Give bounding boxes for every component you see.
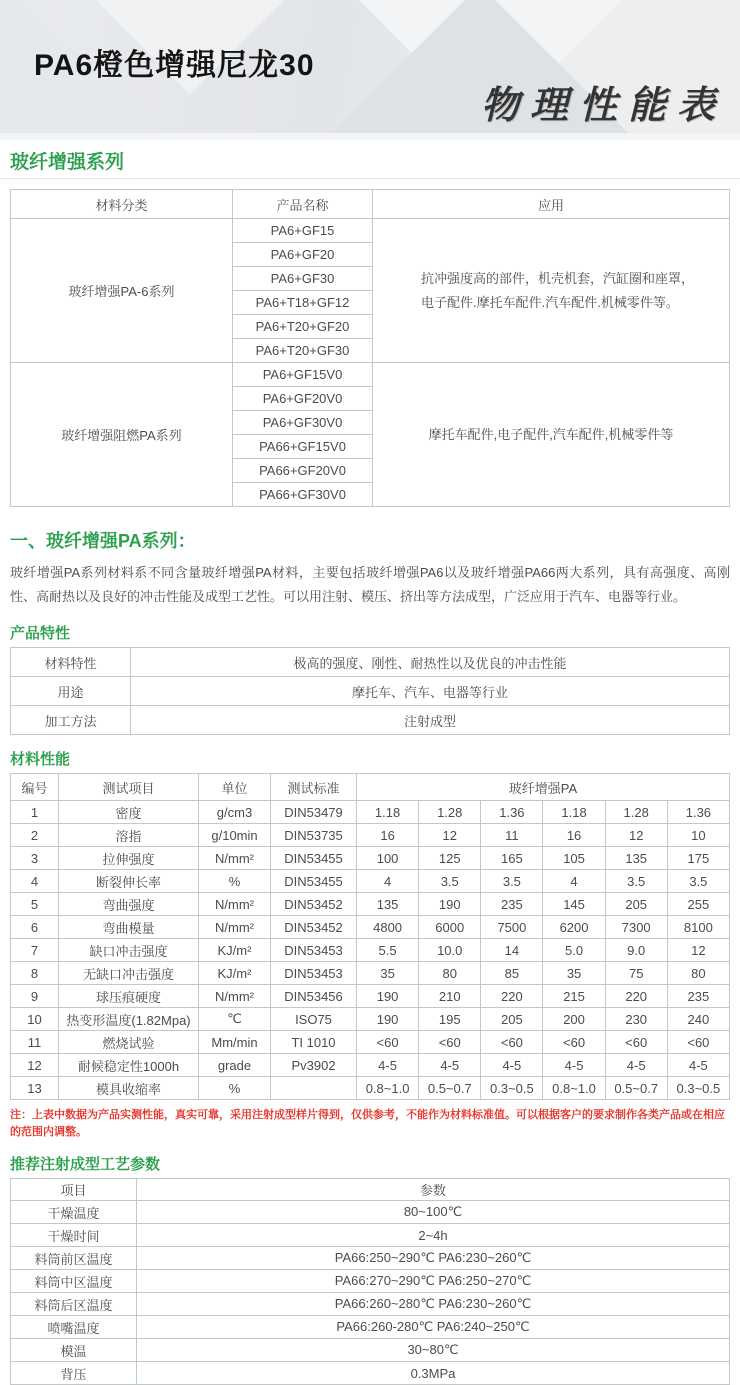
performance-header-item: 测试项目 bbox=[59, 774, 199, 801]
standard-cell: DIN53455 bbox=[271, 870, 357, 893]
row-number-cell: 2 bbox=[11, 824, 59, 847]
performance-header-unit: 单位 bbox=[199, 774, 271, 801]
unit-cell: grade bbox=[199, 1054, 271, 1077]
value-cell: 11 bbox=[481, 824, 543, 847]
unit-cell: N/mm² bbox=[199, 916, 271, 939]
process-table bbox=[10, 1178, 730, 1385]
unit-cell: KJ/m² bbox=[199, 962, 271, 985]
feature-label-cell: 加工方法 bbox=[11, 706, 131, 735]
performance-header-row bbox=[11, 774, 730, 801]
standard-cell: DIN53452 bbox=[271, 893, 357, 916]
value-cell: 135 bbox=[357, 893, 419, 916]
value-cell: 6000 bbox=[419, 916, 481, 939]
value-cell: 1.36 bbox=[667, 801, 729, 824]
value-cell: 210 bbox=[419, 985, 481, 1008]
value-cell: 190 bbox=[419, 893, 481, 916]
performance-table-row bbox=[11, 824, 730, 847]
performance-table-row bbox=[11, 1008, 730, 1031]
performance-table bbox=[10, 773, 730, 1100]
features-table bbox=[10, 647, 730, 735]
performance-table-row bbox=[11, 985, 730, 1008]
value-cell: 16 bbox=[543, 824, 605, 847]
process-table-row bbox=[11, 1293, 730, 1316]
value-cell: 85 bbox=[481, 962, 543, 985]
value-cell: 6200 bbox=[543, 916, 605, 939]
features-section-heading: 产品特性 bbox=[10, 625, 71, 643]
value-cell: 4 bbox=[357, 870, 419, 893]
process-table-row bbox=[11, 1362, 730, 1385]
value-cell: 105 bbox=[543, 847, 605, 870]
performance-table-row bbox=[11, 1077, 730, 1100]
value-cell: 240 bbox=[667, 1008, 729, 1031]
value-cell: 10 bbox=[667, 824, 729, 847]
value-cell: 230 bbox=[605, 1008, 667, 1031]
value-cell: <60 bbox=[543, 1031, 605, 1054]
value-cell: 4-5 bbox=[543, 1054, 605, 1077]
performance-table-row bbox=[11, 1031, 730, 1054]
value-cell: 16 bbox=[357, 824, 419, 847]
value-cell: 4-5 bbox=[605, 1054, 667, 1077]
unit-cell: Mm/min bbox=[199, 1031, 271, 1054]
standard-cell: TI 1010 bbox=[271, 1031, 357, 1054]
feature-value-cell: 摩托车、汽车、电器等行业 bbox=[131, 677, 730, 706]
performance-header-no: 编号 bbox=[11, 774, 59, 801]
process-value-cell: 0.3MPa bbox=[137, 1362, 730, 1385]
test-item-cell: 无缺口冲击强度 bbox=[59, 962, 199, 985]
test-item-cell: 缺口冲击强度 bbox=[59, 939, 199, 962]
value-cell: <60 bbox=[419, 1031, 481, 1054]
product-name-cell: PA6+GF20 bbox=[233, 243, 373, 267]
series-table bbox=[10, 189, 730, 507]
row-number-cell: 1 bbox=[11, 801, 59, 824]
value-cell: 175 bbox=[667, 847, 729, 870]
row-number-cell: 13 bbox=[11, 1077, 59, 1100]
value-cell: 1.28 bbox=[419, 801, 481, 824]
value-cell: <60 bbox=[605, 1031, 667, 1054]
standard-cell: DIN53455 bbox=[271, 847, 357, 870]
performance-section-heading: 材料性能 bbox=[10, 751, 71, 769]
performance-table-row bbox=[11, 870, 730, 893]
product-name-cell: PA6+GF15 bbox=[233, 219, 373, 243]
features-table-row bbox=[11, 648, 730, 677]
row-number-cell: 5 bbox=[11, 893, 59, 916]
value-cell: 12 bbox=[419, 824, 481, 847]
test-item-cell: 溶指 bbox=[59, 824, 199, 847]
value-cell: 5.5 bbox=[357, 939, 419, 962]
product-name-cell: PA6+T20+GF30 bbox=[233, 339, 373, 363]
performance-table-row bbox=[11, 962, 730, 985]
performance-table-row bbox=[11, 847, 730, 870]
test-item-cell: 弯曲模量 bbox=[59, 916, 199, 939]
product-name-cell: PA6+T18+GF12 bbox=[233, 291, 373, 315]
row-number-cell: 9 bbox=[11, 985, 59, 1008]
test-item-cell: 拉伸强度 bbox=[59, 847, 199, 870]
value-cell: 5.0 bbox=[543, 939, 605, 962]
process-label-cell: 背压 bbox=[11, 1362, 137, 1385]
process-value-cell: PA66:260-280℃ PA6:240~250℃ bbox=[137, 1316, 730, 1339]
value-cell: 190 bbox=[357, 1008, 419, 1031]
standard-cell: Pv3902 bbox=[271, 1054, 357, 1077]
value-cell: 4800 bbox=[357, 916, 419, 939]
process-table-row bbox=[11, 1247, 730, 1270]
value-cell: 165 bbox=[481, 847, 543, 870]
product-name-cell: PA66+GF15V0 bbox=[233, 435, 373, 459]
performance-header-standard: 测试标准 bbox=[271, 774, 357, 801]
unit-cell: N/mm² bbox=[199, 847, 271, 870]
value-cell: 4-5 bbox=[357, 1054, 419, 1077]
value-cell: 190 bbox=[357, 985, 419, 1008]
value-cell: 3.5 bbox=[419, 870, 481, 893]
material-category-cell: 玻纤增强阻燃PA系列 bbox=[11, 363, 233, 507]
series-table-row bbox=[11, 363, 730, 387]
standard-cell: DIN53456 bbox=[271, 985, 357, 1008]
value-cell: 125 bbox=[419, 847, 481, 870]
product-name-cell: PA6+GF30 bbox=[233, 267, 373, 291]
product-name-cell: PA6+GF20V0 bbox=[233, 387, 373, 411]
value-cell: 195 bbox=[419, 1008, 481, 1031]
value-cell: <60 bbox=[481, 1031, 543, 1054]
process-table-row bbox=[11, 1339, 730, 1362]
process-label-cell: 干燥时间 bbox=[11, 1224, 137, 1247]
unit-cell: N/mm² bbox=[199, 985, 271, 1008]
product-name-cell: PA6+T20+GF20 bbox=[233, 315, 373, 339]
intro-paragraph: 玻纤增强PA系列材料系不同含量玻纤增强PA材料，主要包括玻纤增强PA6以及玻纤增强PA66两大系列，具有高强度、高刚性、高耐热以及良好的冲击性能及成型工艺性。可以用注射、模压、挤出等方法成型，广泛应用于汽车、电器等行业。 bbox=[10, 565, 730, 605]
performance-table-row bbox=[11, 916, 730, 939]
value-cell: 35 bbox=[543, 962, 605, 985]
process-table-row bbox=[11, 1224, 730, 1247]
row-number-cell: 11 bbox=[11, 1031, 59, 1054]
test-item-cell: 球压痕硬度 bbox=[59, 985, 199, 1008]
features-table-row bbox=[11, 706, 730, 735]
process-value-cell: 80~100℃ bbox=[137, 1201, 730, 1224]
value-cell: 7300 bbox=[605, 916, 667, 939]
standard-cell: ISO75 bbox=[271, 1008, 357, 1031]
process-value-cell: PA66:270~290℃ PA6:250~270℃ bbox=[137, 1270, 730, 1293]
series-section-heading: 玻纤增强系列 bbox=[0, 140, 740, 179]
unit-cell: N/mm² bbox=[199, 893, 271, 916]
value-cell: 3.5 bbox=[481, 870, 543, 893]
value-cell: 12 bbox=[667, 939, 729, 962]
product-title: PA6橙色增强尼龙30 bbox=[34, 49, 315, 82]
performance-table-row bbox=[11, 893, 730, 916]
row-number-cell: 3 bbox=[11, 847, 59, 870]
value-cell: 3.5 bbox=[667, 870, 729, 893]
series-table-row bbox=[11, 219, 730, 243]
value-cell: 0.5~0.7 bbox=[605, 1077, 667, 1100]
process-value-cell: PA66:260~280℃ PA6:230~260℃ bbox=[137, 1293, 730, 1316]
value-cell: 4-5 bbox=[419, 1054, 481, 1077]
value-cell: 0.8~1.0 bbox=[543, 1077, 605, 1100]
feature-value-cell: 注射成型 bbox=[131, 706, 730, 735]
value-cell: 1.36 bbox=[481, 801, 543, 824]
process-value-cell: PA66:250~290℃ PA6:230~260℃ bbox=[137, 1247, 730, 1270]
value-cell: 205 bbox=[481, 1008, 543, 1031]
value-cell: 7500 bbox=[481, 916, 543, 939]
material-category-cell: 玻纤增强PA-6系列 bbox=[11, 219, 233, 363]
page-banner bbox=[0, 0, 740, 140]
value-cell: 8100 bbox=[667, 916, 729, 939]
unit-cell: g/cm3 bbox=[199, 801, 271, 824]
unit-cell: % bbox=[199, 870, 271, 893]
row-number-cell: 6 bbox=[11, 916, 59, 939]
value-cell: 220 bbox=[605, 985, 667, 1008]
value-cell: 75 bbox=[605, 962, 667, 985]
feature-label-cell: 材料特性 bbox=[11, 648, 131, 677]
value-cell: 35 bbox=[357, 962, 419, 985]
process-header-row bbox=[11, 1179, 730, 1201]
value-cell: 215 bbox=[543, 985, 605, 1008]
value-cell: 3.5 bbox=[605, 870, 667, 893]
test-item-cell: 密度 bbox=[59, 801, 199, 824]
value-cell: 0.5~0.7 bbox=[419, 1077, 481, 1100]
feature-value-cell: 极高的强度、刚性、耐热性以及优良的冲击性能 bbox=[131, 648, 730, 677]
test-item-cell: 断裂伸长率 bbox=[59, 870, 199, 893]
standard-cell bbox=[271, 1077, 357, 1100]
physical-properties-calligraphy: 物理性能表 bbox=[480, 82, 726, 127]
value-cell: 4 bbox=[543, 870, 605, 893]
process-label-cell: 模温 bbox=[11, 1339, 137, 1362]
test-item-cell: 弯曲强度 bbox=[59, 893, 199, 916]
value-cell: 4-5 bbox=[481, 1054, 543, 1077]
standard-cell: DIN53453 bbox=[271, 962, 357, 985]
value-cell: 4-5 bbox=[667, 1054, 729, 1077]
standard-cell: DIN53735 bbox=[271, 824, 357, 847]
performance-table-row bbox=[11, 1054, 730, 1077]
value-cell: 1.18 bbox=[357, 801, 419, 824]
value-cell: 80 bbox=[667, 962, 729, 985]
value-cell: 10.0 bbox=[419, 939, 481, 962]
row-number-cell: 10 bbox=[11, 1008, 59, 1031]
process-section-heading: 推荐注射成型工艺参数 bbox=[10, 1156, 161, 1174]
series-table-header-row bbox=[11, 190, 730, 219]
value-cell: 1.28 bbox=[605, 801, 667, 824]
series-header-product: 产品名称 bbox=[233, 190, 373, 219]
process-label-cell: 干燥温度 bbox=[11, 1201, 137, 1224]
value-cell: 14 bbox=[481, 939, 543, 962]
row-number-cell: 4 bbox=[11, 870, 59, 893]
value-cell: 12 bbox=[605, 824, 667, 847]
row-number-cell: 12 bbox=[11, 1054, 59, 1077]
test-item-cell: 模具收缩率 bbox=[59, 1077, 199, 1100]
test-item-cell: 燃烧试验 bbox=[59, 1031, 199, 1054]
product-name-cell: PA66+GF20V0 bbox=[233, 459, 373, 483]
value-cell: 220 bbox=[481, 985, 543, 1008]
process-label-cell: 料筒后区温度 bbox=[11, 1293, 137, 1316]
value-cell: 9.0 bbox=[605, 939, 667, 962]
process-table-row bbox=[11, 1270, 730, 1293]
unit-cell: KJ/m² bbox=[199, 939, 271, 962]
standard-cell: DIN53479 bbox=[271, 801, 357, 824]
process-label-cell: 料筒前区温度 bbox=[11, 1247, 137, 1270]
process-table-row bbox=[11, 1316, 730, 1339]
value-cell: 135 bbox=[605, 847, 667, 870]
performance-note: 注：上表中数据为产品实测性能，真实可靠，采用注射成型样片得到，仅供参考，不能作为材料标准值。可以根据客户的要求制作各类产品或在相应的范围内调整。 bbox=[10, 1109, 725, 1138]
value-cell: 100 bbox=[357, 847, 419, 870]
intro-section-heading: 一、玻纤增强PA系列： bbox=[10, 531, 196, 551]
process-label-cell: 喷嘴温度 bbox=[11, 1316, 137, 1339]
value-cell: 80 bbox=[419, 962, 481, 985]
standard-cell: DIN53452 bbox=[271, 916, 357, 939]
unit-cell: % bbox=[199, 1077, 271, 1100]
value-cell: <60 bbox=[357, 1031, 419, 1054]
process-value-cell: 2~4h bbox=[137, 1224, 730, 1247]
standard-cell: DIN53453 bbox=[271, 939, 357, 962]
test-item-cell: 耐候稳定性1000h bbox=[59, 1054, 199, 1077]
process-header-param: 参数 bbox=[137, 1179, 730, 1201]
product-name-cell: PA6+GF15V0 bbox=[233, 363, 373, 387]
page-content bbox=[0, 140, 740, 1385]
value-cell: <60 bbox=[667, 1031, 729, 1054]
test-item-cell: 热变形温度(1.82Mpa) bbox=[59, 1008, 199, 1031]
performance-table-row bbox=[11, 801, 730, 824]
value-cell: 1.18 bbox=[543, 801, 605, 824]
features-table-row bbox=[11, 677, 730, 706]
value-cell: 145 bbox=[543, 893, 605, 916]
value-cell: 200 bbox=[543, 1008, 605, 1031]
value-cell: 0.3~0.5 bbox=[481, 1077, 543, 1100]
value-cell: 255 bbox=[667, 893, 729, 916]
unit-cell: g/10min bbox=[199, 824, 271, 847]
unit-cell: ℃ bbox=[199, 1008, 271, 1031]
value-cell: 205 bbox=[605, 893, 667, 916]
product-name-cell: PA6+GF30V0 bbox=[233, 411, 373, 435]
row-number-cell: 8 bbox=[11, 962, 59, 985]
application-cell: 抗冲强度高的部件，机壳机套，汽缸圈和座罩，电子配件.摩托车配件.汽车配件.机械零件等。 bbox=[373, 219, 730, 363]
product-name-cell: PA66+GF30V0 bbox=[233, 483, 373, 507]
process-table-row bbox=[11, 1201, 730, 1224]
process-label-cell: 料筒中区温度 bbox=[11, 1270, 137, 1293]
series-header-application: 应用 bbox=[373, 190, 730, 219]
value-cell: 235 bbox=[667, 985, 729, 1008]
series-header-category: 材料分类 bbox=[11, 190, 233, 219]
process-value-cell: 30~80℃ bbox=[137, 1339, 730, 1362]
value-cell: 0.8~1.0 bbox=[357, 1077, 419, 1100]
application-cell: 摩托车配件,电子配件,汽车配件,机械零件等 bbox=[373, 363, 730, 507]
process-header-item: 项目 bbox=[11, 1179, 137, 1201]
performance-table-row bbox=[11, 939, 730, 962]
feature-label-cell: 用途 bbox=[11, 677, 131, 706]
row-number-cell: 7 bbox=[11, 939, 59, 962]
value-cell: 235 bbox=[481, 893, 543, 916]
performance-header-group: 玻纤增强PA bbox=[357, 774, 730, 801]
value-cell: 0.3~0.5 bbox=[667, 1077, 729, 1100]
